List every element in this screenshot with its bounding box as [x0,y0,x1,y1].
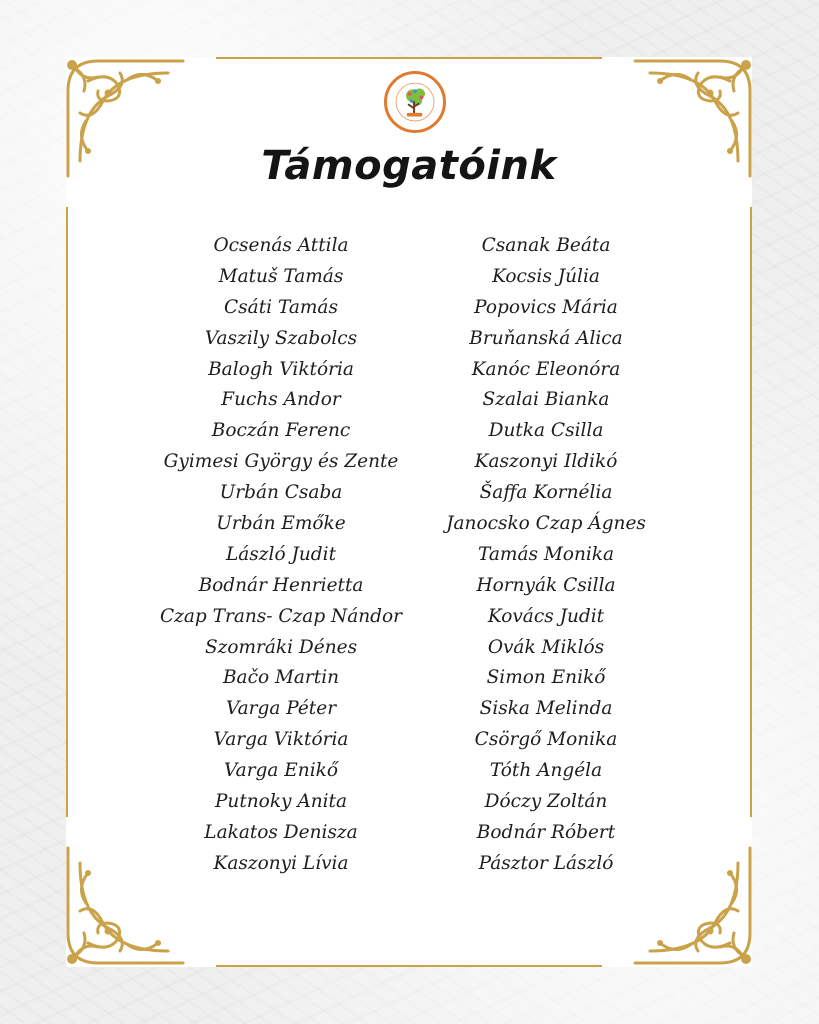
supporter-name: Tamás Monika [477,543,615,565]
supporter-name: Szomráki Dénes [204,636,358,658]
supporter-name: Popovics Mária [474,296,618,318]
supporter-name: Fuchs Andor [221,389,341,411]
supporter-name: Bodnár Henrietta [198,574,364,596]
supporter-name: Janocsko Czap Ágnes [446,513,646,535]
supporter-name: Ocsenás Attila [213,235,349,256]
supporters-card [66,57,752,967]
supporter-name: Varga Péter [225,698,337,720]
supporter-name: Dóczy Zoltán [484,791,608,813]
supporter-name: Boczán Ferenc [211,420,351,442]
supporter-name: Szalai Bianka [482,389,610,411]
supporter-name: Ovák Miklós [487,636,605,658]
supporter-name: Gyimesi György és Zente [163,451,399,473]
supporter-name: Kanóc Eleonóra [471,358,621,380]
supporter-name: Kaszonyi Ildikó [474,451,618,473]
supporter-name: Csörgő Monika [474,729,618,751]
supporter-name: Czap Trans- Czap Nándor [159,605,403,627]
supporter-name: Tóth Angéla [489,760,603,782]
supporter-name: Urbán Emőke [216,513,346,535]
supporter-name: Bodnár Róbert [476,821,616,843]
frame-line-left [66,207,68,817]
supporter-name: Varga Enikő [224,760,338,782]
supporter-name: Hornyák Csilla [476,574,616,596]
page-title: Támogatóink [261,143,557,189]
supporter-name: Siska Melinda [479,698,613,720]
supporters-column-right [396,231,696,880]
supporter-name: Kovács Judit [487,605,605,627]
supporter-name: László Judit [225,543,336,565]
supporter-name: Csáti Tamás [224,296,338,318]
supporter-name: Urbán Csaba [219,482,343,504]
supporter-name: Csanak Beáta [481,235,611,256]
supporter-name: Bačo Martin [222,667,340,689]
supporter-name: Balogh Viktória [208,358,354,380]
supporter-name: Kocsis Júlia [492,265,600,287]
supporter-name: Vaszily Szabolcs [204,327,358,349]
supporter-name: Kaszonyi Lívia [213,852,349,874]
supporter-name: Šaffa Kornélia [479,482,613,504]
supporter-name: Lakatos Denisza [204,821,358,843]
frame-line-right [750,207,752,817]
school-logo-icon [384,71,446,133]
supporter-name: Putnoky Anita [214,791,348,813]
supporter-name: Bruňanská Alica [469,327,623,349]
supporters-column-left [131,231,431,880]
frame-line-top [216,57,602,59]
frame-line-bottom [216,965,602,967]
supporter-name: Dutka Csilla [488,420,604,442]
supporter-name: Pásztor László [478,852,614,874]
supporter-name: Varga Viktória [213,729,349,751]
supporter-name: Matuš Tamás [218,265,344,287]
supporter-name: Simon Enikő [486,667,606,689]
